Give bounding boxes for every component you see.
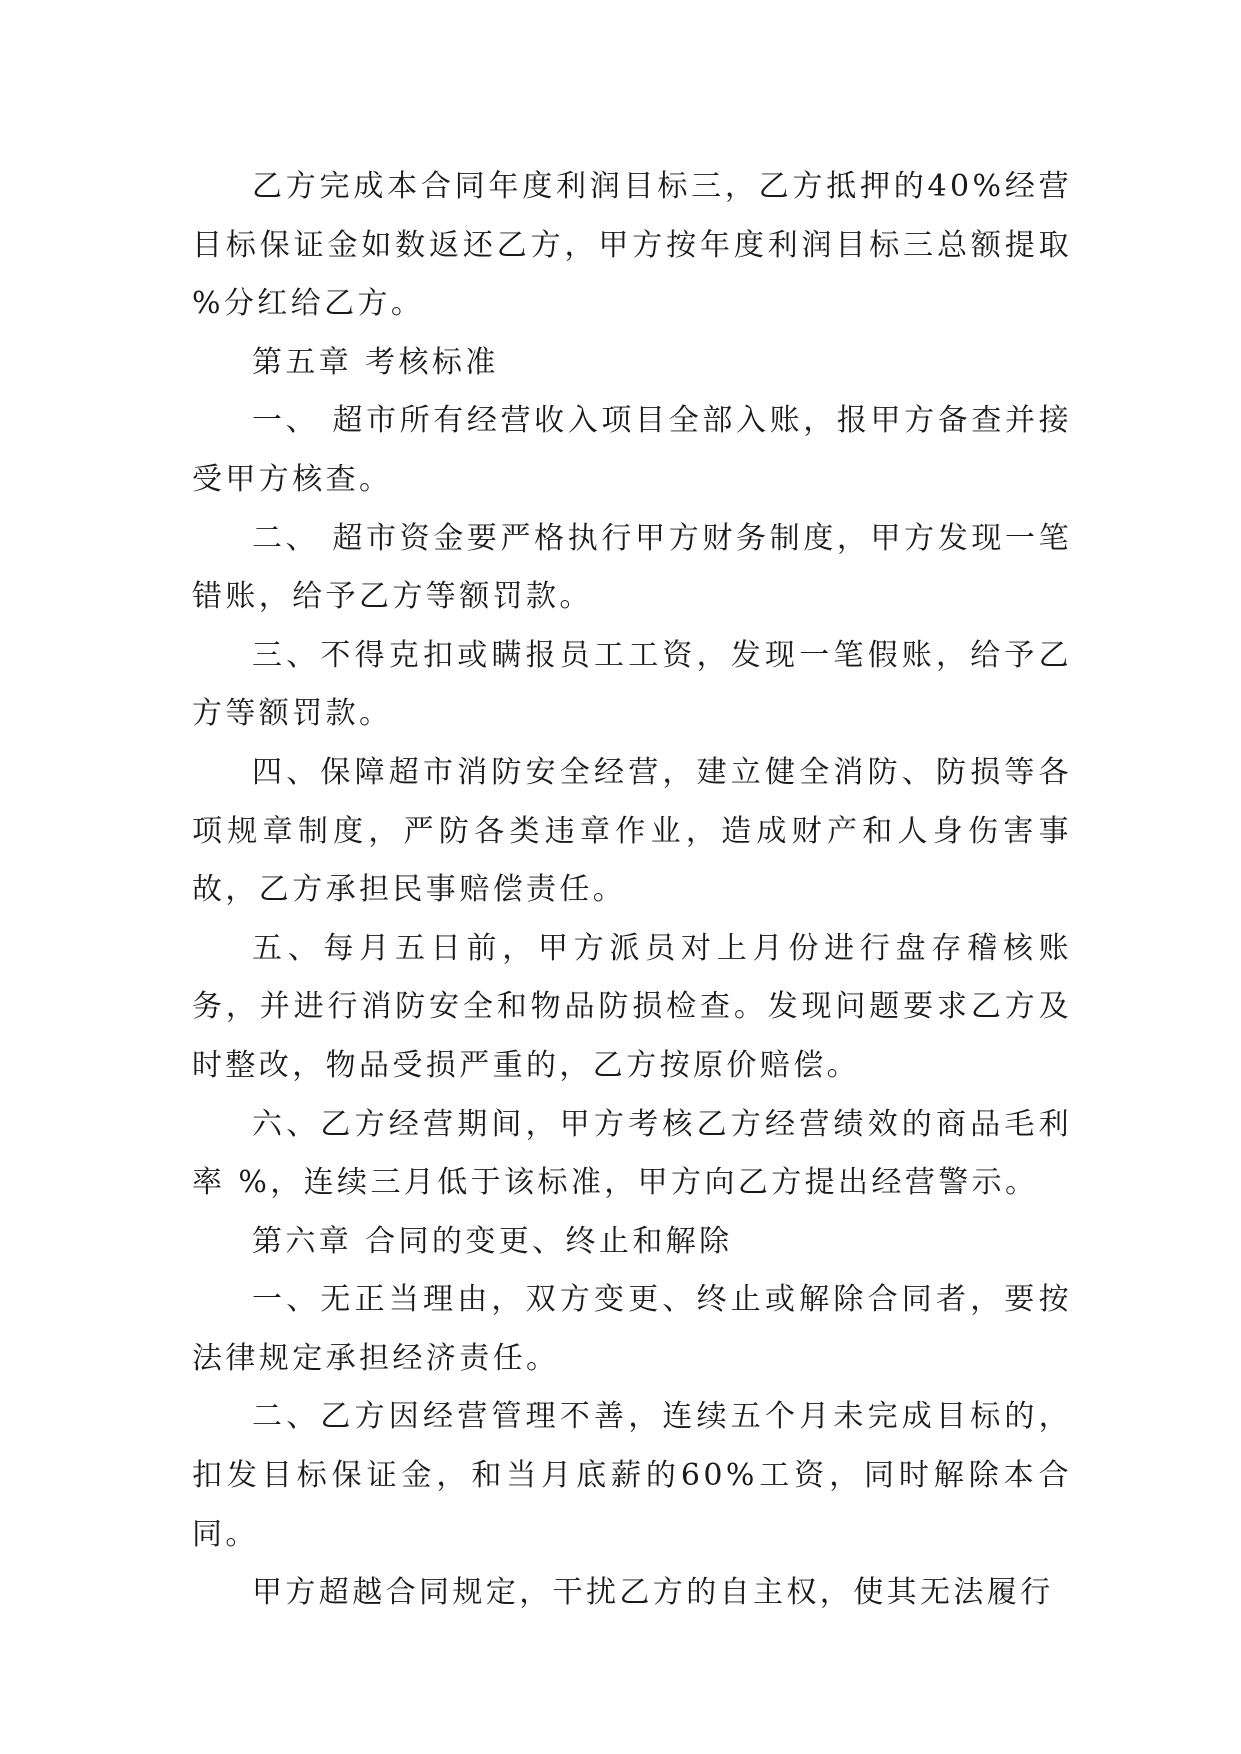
clause-6-2: 二、乙方因经营管理不善，连续五个月未完成目标的，扣发目标保证金，和当月底薪的60%工资，同时解除本合同。	[192, 1399, 1072, 1552]
chapter-six-heading: 第六章 合同的变更、终止和解除	[252, 1223, 733, 1259]
chapter-five-heading: 第五章 考核标准	[252, 344, 499, 380]
clause-5-2: 二、 超市资金要严格执行甲方财务制度，甲方发现一笔错账，给予乙方等额罚款。	[192, 520, 1072, 615]
document-body	[192, 158, 1072, 1623]
clause-6-1: 一、无正当理由，双方变更、终止或解除合同者，要按法律规定承担经济责任。	[192, 1282, 1072, 1376]
clause-5-4: 四、保障超市消防安全经营，建立健全消防、防损等各项规章制度，严防各类违章作业，造成财产和人身伤害事故，乙方承担民事赔偿责任。	[192, 754, 1072, 908]
paragraph-profit-target-three: 乙方完成本合同年度利润目标三，乙方抵押的40%经营目标保证金如数返还乙方，甲方按年度利润目标三总额提取 %分红给乙方。	[192, 169, 1072, 322]
clause-6-3-partial: 甲方超越合同规定，干扰乙方的自主权，使其无法履行	[252, 1575, 1054, 1611]
clause-5-6: 六、乙方经营期间，甲方考核乙方经营绩效的商品毛利率 %，连续三月低于该标准，甲方向乙方提出经营警示。	[192, 1106, 1072, 1201]
clause-5-3: 三、不得克扣或瞒报员工工资，发现一笔假账，给予乙方等额罚款。	[192, 637, 1072, 732]
clause-5-1: 一、 超市所有经营收入项目全部入账，报甲方备查并接受甲方核查。	[192, 403, 1072, 497]
clause-5-5: 五、每月五日前，甲方派员对上月份进行盘存稽核账务，并进行消防安全和物品防损检查。发现问题要求乙方及时整改，物品受损严重的，乙方按原价赔偿。	[192, 930, 1072, 1083]
